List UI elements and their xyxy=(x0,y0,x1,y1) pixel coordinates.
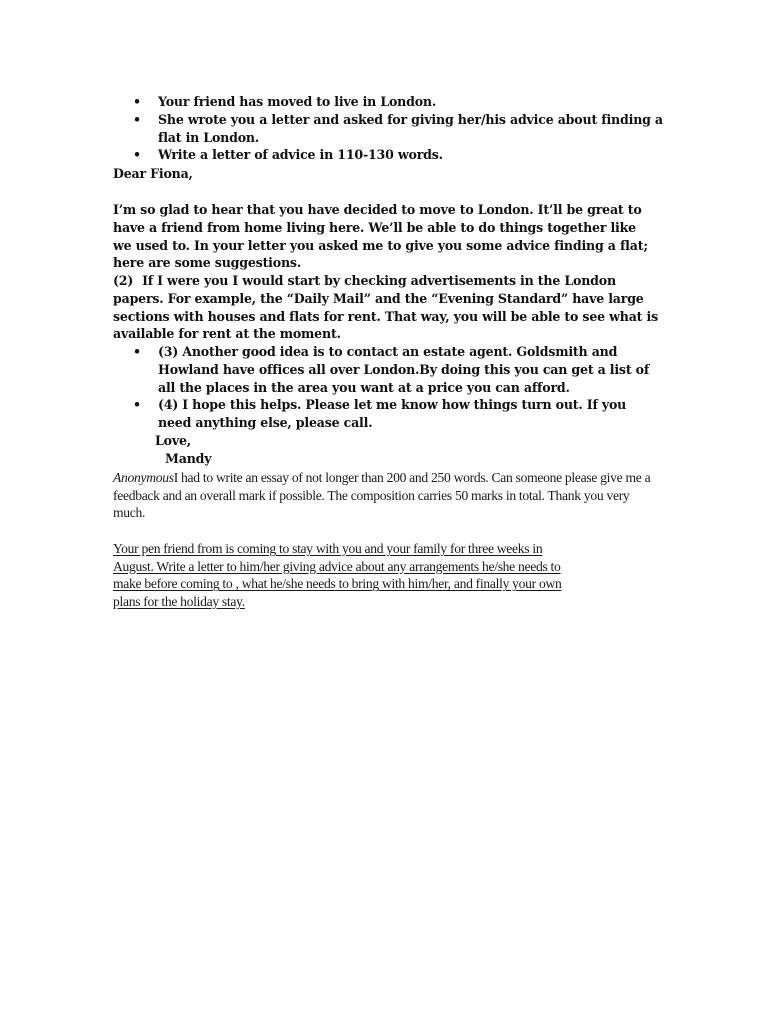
task-bullet-text: Your friend has moved to live in London. xyxy=(158,94,437,109)
task-bullet-item xyxy=(113,146,673,164)
bullet-dot: • xyxy=(133,111,141,127)
comment-block xyxy=(113,469,653,522)
comment-text: I had to write an essay of not longer than 200 and 250 words. Can someone please give me a feedback and an overall mark if possible. The composition carries 50 marks in total. Thank you very much. xyxy=(113,470,651,521)
task-bullet-item xyxy=(113,111,673,147)
letter-paragraph-2 xyxy=(113,272,658,343)
task-bullet-text: Write a letter of advice in 110-130 words. xyxy=(158,147,443,163)
letter-bullet-list xyxy=(113,343,658,432)
bullet-dot: • xyxy=(133,344,141,359)
task-line: plans for the holiday stay. xyxy=(113,593,245,609)
paragraph-number: (2) xyxy=(113,273,134,288)
task-line: make before coming to , what he/she needs to bring with him/her, and finally your own xyxy=(113,576,562,592)
letter-closing: Love, xyxy=(155,433,191,448)
letter-signature: Mandy xyxy=(165,451,212,466)
letter-bullet-item xyxy=(113,396,658,432)
task-bullet-list xyxy=(113,93,673,164)
letter-bullet-item xyxy=(113,343,658,396)
letter-greeting: Dear Fiona, xyxy=(113,166,193,181)
task-prompt xyxy=(113,540,648,610)
comment-author: Anonymous xyxy=(113,470,174,485)
bullet-dot: • xyxy=(133,94,141,109)
letter-paragraph-1: I’m so glad to hear that you have decided to move to London. It’ll be great to have a friend from home living here. We’ll be able to do things together like we used to. In your letter you asked me to give you some advice finding a flat; here are some suggestions. xyxy=(113,202,648,271)
task-line: Your pen friend from is coming to stay with you and your family for three weeks in xyxy=(113,541,543,556)
bullet-dot: • xyxy=(133,147,141,163)
letter-bullet-text: (4) I hope this helps. Please let me know how things turn out. If you need anything else, please call. xyxy=(158,397,627,431)
task-bullet-item xyxy=(113,93,673,111)
paragraph-2-text: If I were you I would start by checking advertisements in the London papers. For example, the “Daily Mail” and the “Evening Standard” have large sections with houses and flats for rent. That way, you will be able to see what is available for rent at the moment. xyxy=(113,273,658,342)
task-line: August. Write a letter to him/her giving advice about any arrangements he/she needs to xyxy=(113,558,561,574)
bullet-dot: • xyxy=(133,397,141,413)
letter-bullet-text: (3) Another good idea is to contact an estate agent. Goldsmith and Howland have offices all over London.By doing this you can get a list of all the places in the area you want at a price you can afford. xyxy=(158,344,650,395)
task-bullet-text: She wrote you a letter and asked for giving her/his advice about finding a flat in London. xyxy=(158,111,663,145)
